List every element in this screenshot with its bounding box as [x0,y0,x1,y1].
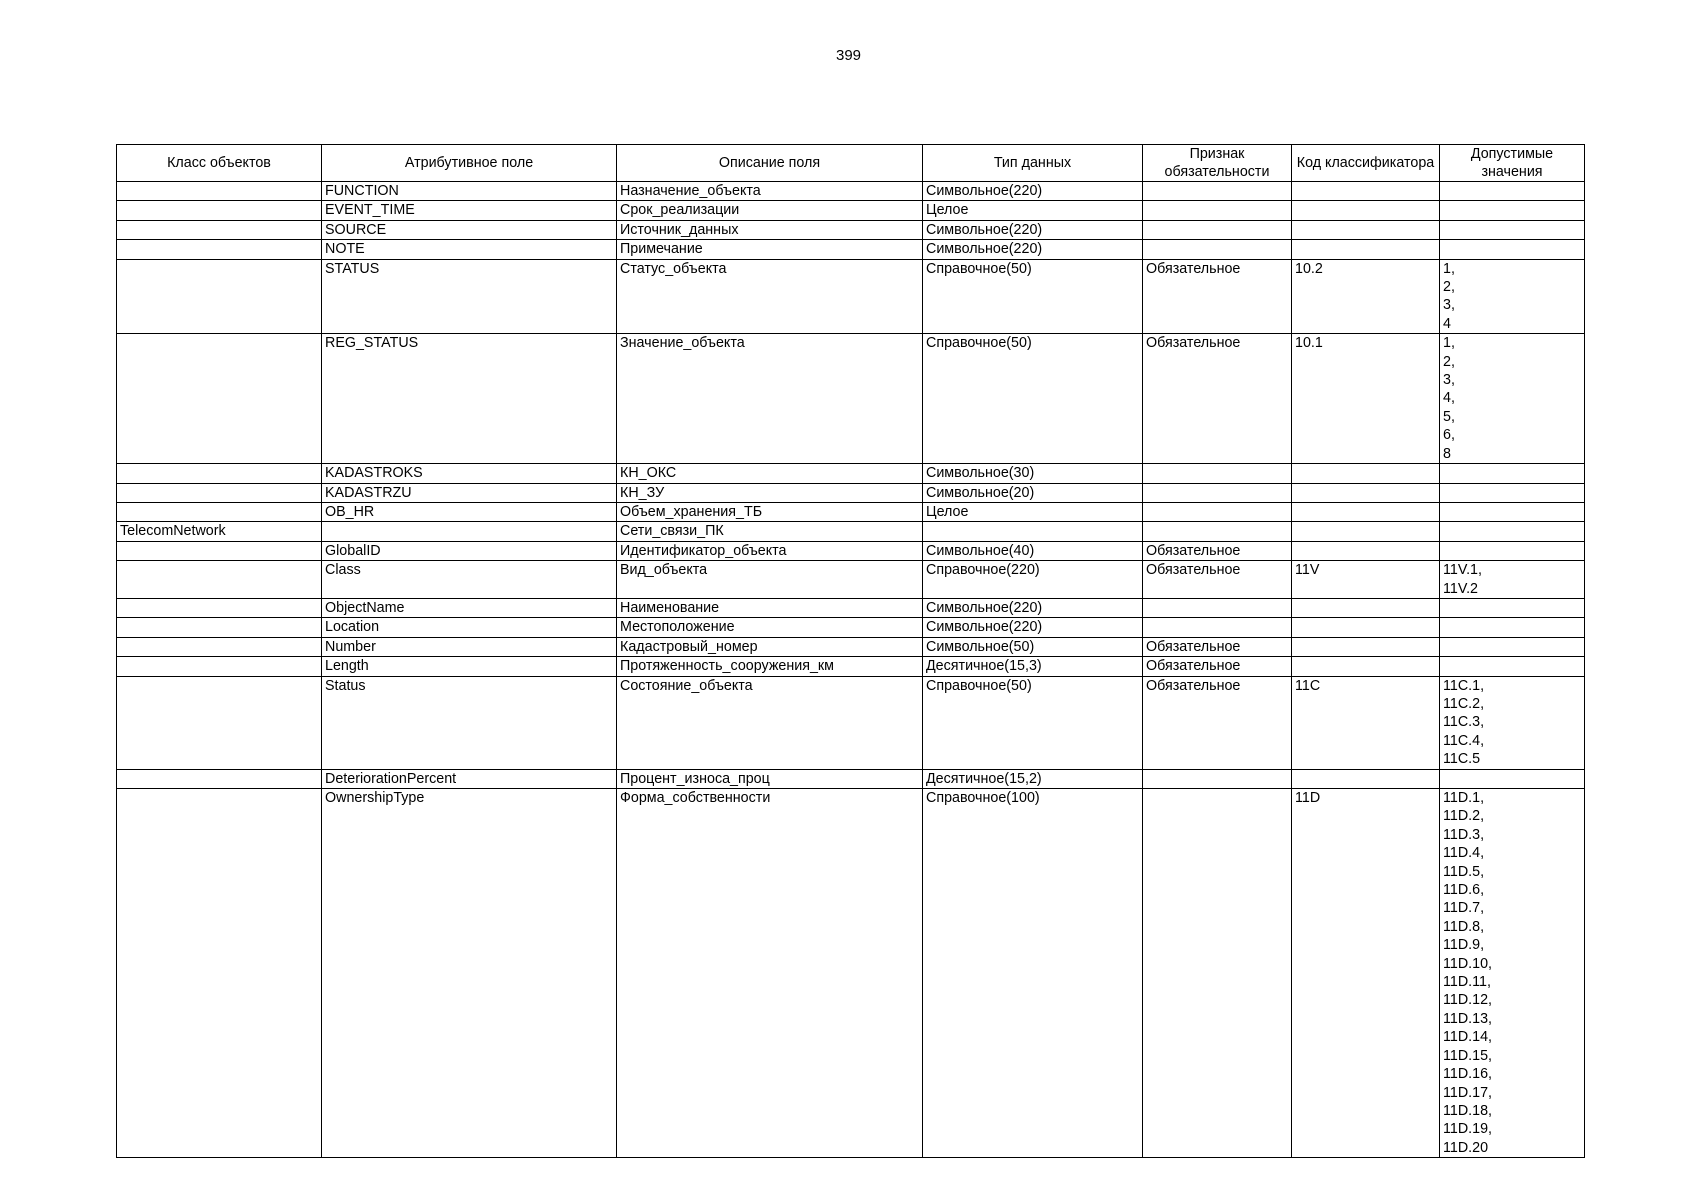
cell-class: TelecomNetwork [117,522,322,541]
cell-description: Значение_объекта [617,334,923,464]
cell-data-type: Символьное(220) [923,220,1143,239]
cell-class [117,240,322,259]
cell-class [117,561,322,599]
cell-data-type: Десятичное(15,2) [923,769,1143,788]
cell-attribute: Status [322,676,617,769]
cell-classifier-code [1292,522,1440,541]
cell-allowed-values [1440,637,1585,656]
cell-class [117,334,322,464]
cell-required [1143,769,1292,788]
cell-description: Вид_объекта [617,561,923,599]
cell-data-type: Справочное(50) [923,334,1143,464]
cell-required: Обязательное [1143,676,1292,769]
header-required: Признак обязательности [1143,145,1292,182]
cell-attribute [322,522,617,541]
cell-allowed-values [1440,657,1585,676]
cell-classifier-code [1292,598,1440,617]
cell-description: Кадастровый_номер [617,637,923,656]
cell-allowed-values [1440,618,1585,637]
cell-data-type: Символьное(40) [923,541,1143,560]
cell-required [1143,618,1292,637]
cell-required [1143,201,1292,220]
cell-required: Обязательное [1143,637,1292,656]
cell-class [117,637,322,656]
cell-description: Объем_хранения_ТБ [617,502,923,521]
cell-required: Обязательное [1143,541,1292,560]
header-description: Описание поля [617,145,923,182]
cell-classifier-code [1292,240,1440,259]
cell-data-type: Символьное(220) [923,240,1143,259]
cell-allowed-values [1440,522,1585,541]
cell-data-type: Символьное(220) [923,598,1143,617]
table-row [117,483,1585,502]
header-attribute: Атрибутивное поле [322,145,617,182]
cell-attribute: OwnershipType [322,789,617,1158]
cell-class [117,182,322,201]
cell-attribute: EVENT_TIME [322,201,617,220]
cell-classifier-code: 11V [1292,561,1440,599]
cell-required [1143,522,1292,541]
cell-attribute: Number [322,637,617,656]
cell-data-type: Справочное(50) [923,259,1143,334]
cell-data-type: Символьное(220) [923,182,1143,201]
cell-description: Сети_связи_ПК [617,522,923,541]
cell-classifier-code [1292,637,1440,656]
table-row [117,789,1585,1158]
cell-description: Источник_данных [617,220,923,239]
cell-attribute: GlobalID [322,541,617,560]
cell-classifier-code: 11C [1292,676,1440,769]
cell-data-type: Справочное(220) [923,561,1143,599]
table-row [117,259,1585,334]
cell-classifier-code: 11D [1292,789,1440,1158]
cell-classifier-code [1292,464,1440,483]
cell-classifier-code [1292,769,1440,788]
cell-data-type: Символьное(30) [923,464,1143,483]
cell-required [1143,789,1292,1158]
table-row [117,220,1585,239]
cell-allowed-values [1440,598,1585,617]
table-row [117,657,1585,676]
cell-data-type: Символьное(220) [923,618,1143,637]
cell-description: КН_ОКС [617,464,923,483]
header-allowed-values: Допустимые значения [1440,145,1585,182]
cell-classifier-code [1292,182,1440,201]
cell-data-type: Десятичное(15,3) [923,657,1143,676]
table-row [117,522,1585,541]
cell-allowed-values [1440,220,1585,239]
cell-classifier-code [1292,657,1440,676]
cell-classifier-code [1292,502,1440,521]
cell-data-type: Символьное(20) [923,483,1143,502]
cell-attribute: DeteriorationPercent [322,769,617,788]
cell-allowed-values: 11V.1, 11V.2 [1440,561,1585,599]
cell-description: Наименование [617,598,923,617]
table-row [117,598,1585,617]
table-row [117,637,1585,656]
table-row [117,334,1585,464]
table-row [117,201,1585,220]
cell-classifier-code: 10.2 [1292,259,1440,334]
cell-description: Протяженность_сооружения_км [617,657,923,676]
cell-attribute: REG_STATUS [322,334,617,464]
cell-description: Состояние_объекта [617,676,923,769]
table-row [117,676,1585,769]
cell-required [1143,240,1292,259]
cell-attribute: KADASTRZU [322,483,617,502]
cell-allowed-values: 11D.1, 11D.2, 11D.3, 11D.4, 11D.5, 11D.6, 11D.7, 11D.8, 11D.9, 11D.10, 11D.11, 11D.12, 11D.13, 11D.14, 11D.15, 11D.16, 11D.17, 11D.18, 11D.19, 11D.20 [1440,789,1585,1158]
cell-allowed-values [1440,502,1585,521]
cell-class [117,676,322,769]
cell-class [117,598,322,617]
cell-class [117,618,322,637]
cell-allowed-values: 1, 2, 3, 4, 5, 6, 8 [1440,334,1585,464]
cell-class [117,201,322,220]
cell-data-type: Справочное(50) [923,676,1143,769]
cell-description: Назначение_объекта [617,182,923,201]
cell-required: Обязательное [1143,334,1292,464]
cell-data-type: Справочное(100) [923,789,1143,1158]
cell-allowed-values [1440,240,1585,259]
cell-class [117,259,322,334]
cell-attribute: FUNCTION [322,182,617,201]
cell-required: Обязательное [1143,561,1292,599]
table-row [117,502,1585,521]
cell-required [1143,483,1292,502]
cell-classifier-code [1292,541,1440,560]
cell-allowed-values [1440,769,1585,788]
cell-class [117,464,322,483]
cell-data-type: Целое [923,502,1143,521]
cell-data-type [923,522,1143,541]
cell-allowed-values [1440,541,1585,560]
cell-description: Статус_объекта [617,259,923,334]
cell-allowed-values: 11C.1, 11C.2, 11C.3, 11C.4, 11C.5 [1440,676,1585,769]
cell-classifier-code: 10.1 [1292,334,1440,464]
header-data-type: Тип данных [923,145,1143,182]
cell-description: Срок_реализации [617,201,923,220]
cell-attribute: SOURCE [322,220,617,239]
cell-attribute: Location [322,618,617,637]
table-body [117,182,1585,1158]
table-row [117,182,1585,201]
cell-attribute: NOTE [322,240,617,259]
cell-required [1143,598,1292,617]
cell-allowed-values [1440,201,1585,220]
table-row [117,618,1585,637]
cell-description: Идентификатор_объекта [617,541,923,560]
cell-allowed-values [1440,182,1585,201]
cell-classifier-code [1292,201,1440,220]
table-row [117,464,1585,483]
table-row [117,541,1585,560]
cell-description: Примечание [617,240,923,259]
cell-allowed-values [1440,464,1585,483]
cell-classifier-code [1292,483,1440,502]
cell-allowed-values [1440,483,1585,502]
header-class: Класс объектов [117,145,322,182]
cell-description: Процент_износа_проц [617,769,923,788]
cell-attribute: KADASTROKS [322,464,617,483]
cell-attribute: Length [322,657,617,676]
cell-required [1143,464,1292,483]
cell-required [1143,182,1292,201]
cell-data-type: Символьное(50) [923,637,1143,656]
cell-required: Обязательное [1143,657,1292,676]
page-number: 399 [835,47,862,64]
cell-attribute: ObjectName [322,598,617,617]
cell-classifier-code [1292,618,1440,637]
cell-attribute: STATUS [322,259,617,334]
cell-class [117,789,322,1158]
cell-required [1143,502,1292,521]
attribute-table [116,144,1585,1158]
cell-data-type: Целое [923,201,1143,220]
table-row [117,769,1585,788]
cell-class [117,769,322,788]
table-row [117,240,1585,259]
cell-class [117,483,322,502]
cell-classifier-code [1292,220,1440,239]
cell-description: Форма_собственности [617,789,923,1158]
cell-class [117,657,322,676]
cell-description: Местоположение [617,618,923,637]
cell-attribute: Class [322,561,617,599]
cell-attribute: OB_HR [322,502,617,521]
cell-allowed-values: 1, 2, 3, 4 [1440,259,1585,334]
table-row [117,561,1585,599]
cell-description: КН_ЗУ [617,483,923,502]
header-classifier-code: Код классификатора [1292,145,1440,182]
cell-class [117,220,322,239]
cell-class [117,541,322,560]
header-row [117,145,1585,182]
cell-required [1143,220,1292,239]
cell-required: Обязательное [1143,259,1292,334]
cell-class [117,502,322,521]
